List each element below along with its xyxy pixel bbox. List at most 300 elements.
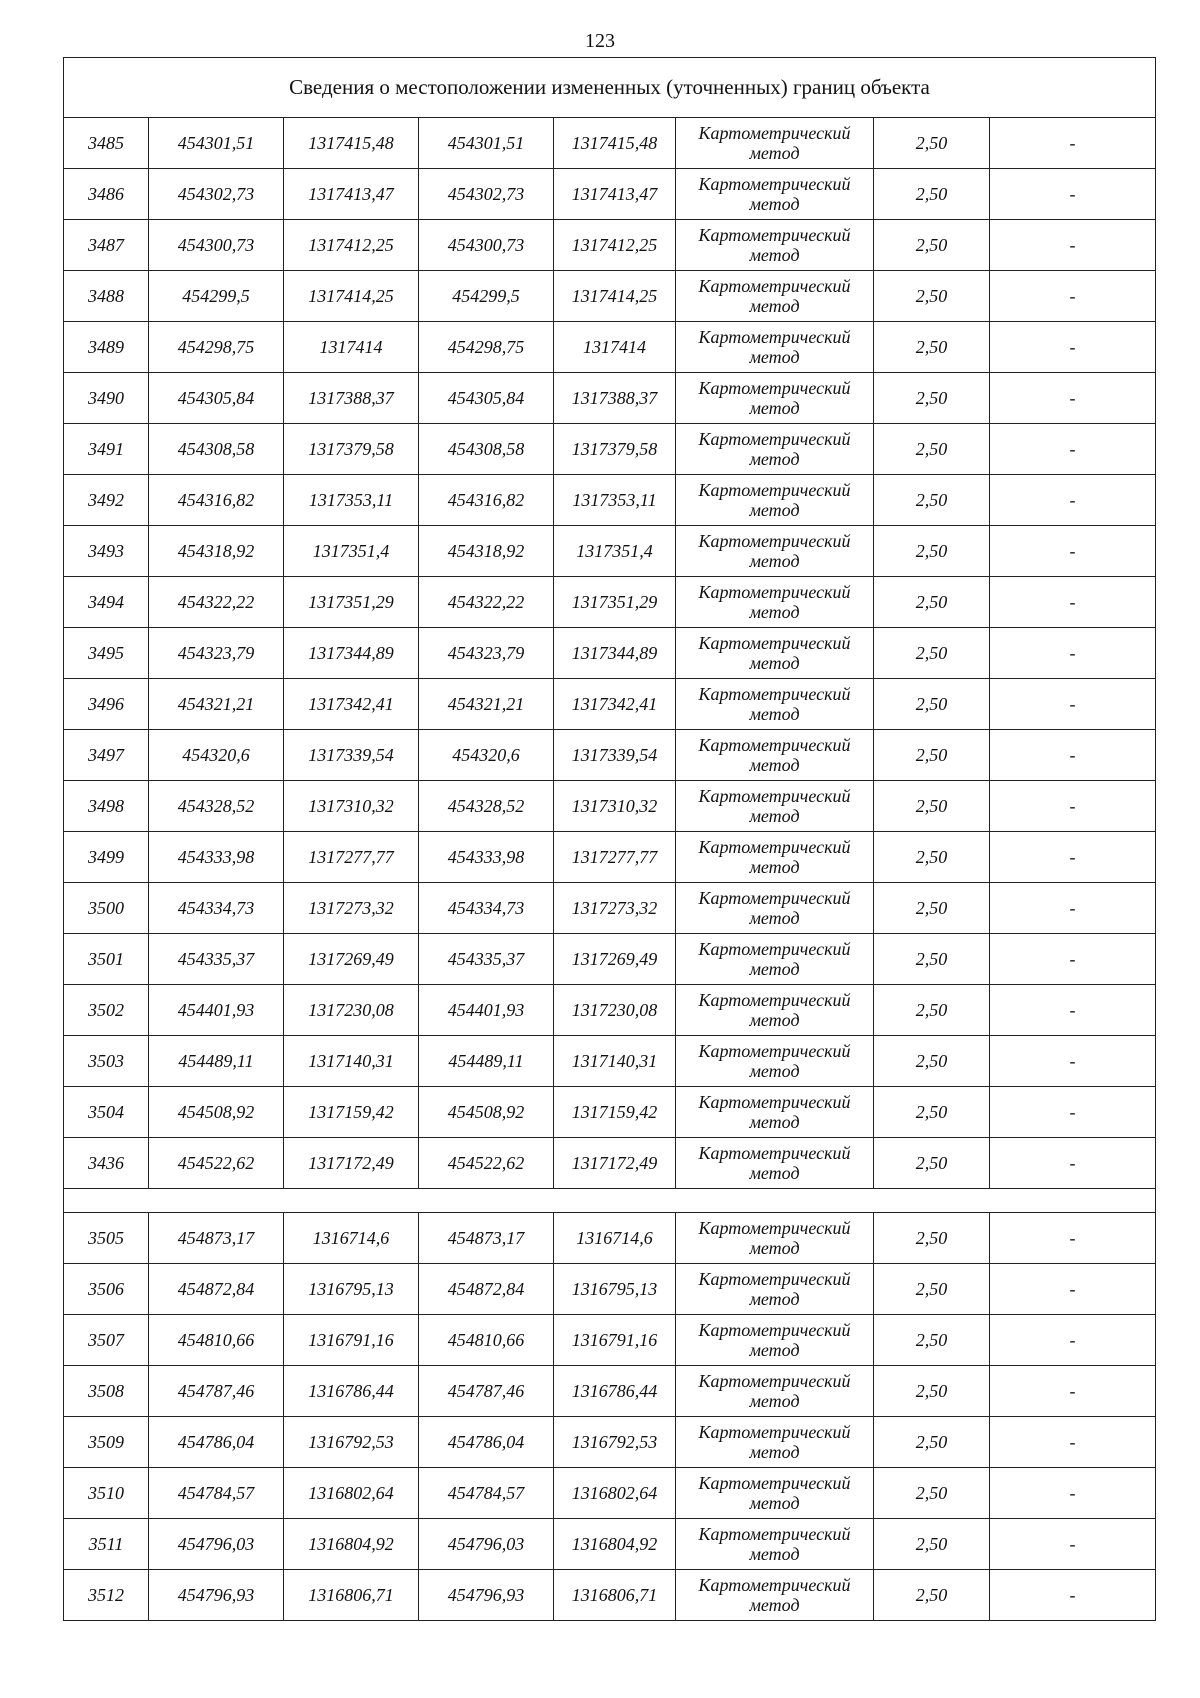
existing-y-cell: 1316791,16 [284,1315,419,1366]
method-line-2: метод [749,1493,800,1513]
table-row [64,1264,1156,1315]
method-line-1: Картометрический [698,786,851,806]
method-line-1: Картометрический [698,225,851,245]
refined-x-cell: 454320,6 [419,730,554,781]
method-cell [676,475,874,526]
existing-y-cell: 1317344,89 [284,628,419,679]
point-number-cell: 3493 [64,526,149,577]
accuracy-cell: 2,50 [874,1138,990,1189]
point-number-cell: 3509 [64,1417,149,1468]
table-row [64,1519,1156,1570]
method-line-2: метод [749,1544,800,1564]
accuracy-cell: 2,50 [874,781,990,832]
note-cell: - [990,1138,1156,1189]
existing-y-cell: 1317230,08 [284,985,419,1036]
existing-y-cell: 1317379,58 [284,424,419,475]
method-line-2: метод [749,551,800,571]
method-line-1: Картометрический [698,735,851,755]
table-row [64,577,1156,628]
page-number: 123 [585,30,615,52]
method-cell [676,832,874,883]
refined-x-cell: 454333,98 [419,832,554,883]
table-row [64,220,1156,271]
method-line-1: Картометрический [698,174,851,194]
point-number-cell: 3490 [64,373,149,424]
method-line-1: Картометрический [698,1269,851,1289]
accuracy-cell: 2,50 [874,730,990,781]
existing-x-cell: 454328,52 [149,781,284,832]
existing-y-cell: 1317412,25 [284,220,419,271]
accuracy-cell: 2,50 [874,985,990,1036]
accuracy-cell: 2,50 [874,628,990,679]
refined-x-cell: 454873,17 [419,1213,554,1264]
method-line-1: Картометрический [698,939,851,959]
method-line-1: Картометрический [698,684,851,704]
table-row [64,1570,1156,1621]
refined-y-cell: 1317414,25 [554,271,676,322]
refined-y-cell: 1316714,6 [554,1213,676,1264]
method-cell [676,1570,874,1621]
table-title-row [64,58,1156,118]
table-row [64,424,1156,475]
note-cell: - [990,220,1156,271]
refined-x-cell: 454796,03 [419,1519,554,1570]
point-number-cell: 3502 [64,985,149,1036]
existing-y-cell: 1317388,37 [284,373,419,424]
refined-y-cell: 1317269,49 [554,934,676,985]
existing-y-cell: 1316802,64 [284,1468,419,1519]
existing-x-cell: 454796,03 [149,1519,284,1570]
point-number-cell: 3511 [64,1519,149,1570]
existing-y-cell: 1317159,42 [284,1087,419,1138]
method-line-1: Картометрический [698,378,851,398]
method-cell [676,985,874,1036]
table-row [64,679,1156,730]
table-row [64,1366,1156,1417]
method-line-2: метод [749,1391,800,1411]
table-row [64,628,1156,679]
note-cell: - [990,628,1156,679]
accuracy-cell: 2,50 [874,1213,990,1264]
existing-x-cell: 454305,84 [149,373,284,424]
refined-y-cell: 1317351,4 [554,526,676,577]
method-cell [676,1264,874,1315]
method-line-2: метод [749,1289,800,1309]
method-line-1: Картометрический [698,1218,851,1238]
method-cell [676,169,874,220]
table-row [64,475,1156,526]
method-line-2: метод [749,1112,800,1132]
existing-y-cell: 1316806,71 [284,1570,419,1621]
note-cell: - [990,169,1156,220]
accuracy-cell: 2,50 [874,220,990,271]
point-number-cell: 3495 [64,628,149,679]
method-cell [676,781,874,832]
accuracy-cell: 2,50 [874,373,990,424]
method-line-2: метод [749,296,800,316]
accuracy-cell: 2,50 [874,1315,990,1366]
table-row [64,832,1156,883]
refined-y-cell: 1317339,54 [554,730,676,781]
method-line-1: Картометрический [698,633,851,653]
existing-y-cell: 1317269,49 [284,934,419,985]
refined-x-cell: 454298,75 [419,322,554,373]
point-number-cell: 3505 [64,1213,149,1264]
method-line-1: Картометрический [698,1575,851,1595]
point-number-cell: 3506 [64,1264,149,1315]
existing-x-cell: 454318,92 [149,526,284,577]
note-cell: - [990,373,1156,424]
method-line-1: Картометрический [698,1473,851,1493]
refined-x-cell: 454300,73 [419,220,554,271]
existing-y-cell: 1317353,11 [284,475,419,526]
method-line-2: метод [749,1595,800,1615]
accuracy-cell: 2,50 [874,883,990,934]
accuracy-cell: 2,50 [874,475,990,526]
refined-x-cell: 454299,5 [419,271,554,322]
point-number-cell: 3485 [64,118,149,169]
method-cell [676,1087,874,1138]
method-cell [676,118,874,169]
existing-y-cell: 1317342,41 [284,679,419,730]
method-line-2: метод [749,1340,800,1360]
method-cell [676,1366,874,1417]
method-line-2: метод [749,755,800,775]
existing-x-cell: 454322,22 [149,577,284,628]
method-line-2: метод [749,347,800,367]
refined-y-cell: 1317230,08 [554,985,676,1036]
method-cell [676,934,874,985]
refined-y-cell: 1317159,42 [554,1087,676,1138]
note-cell: - [990,475,1156,526]
refined-y-cell: 1316786,44 [554,1366,676,1417]
method-line-2: метод [749,143,800,163]
refined-x-cell: 454787,46 [419,1366,554,1417]
method-line-2: метод [749,857,800,877]
accuracy-cell: 2,50 [874,1087,990,1138]
method-cell [676,1468,874,1519]
accuracy-cell: 2,50 [874,118,990,169]
method-line-2: метод [749,704,800,724]
accuracy-cell: 2,50 [874,322,990,373]
existing-x-cell: 454334,73 [149,883,284,934]
method-line-2: метод [749,1442,800,1462]
method-line-1: Картометрический [698,327,851,347]
method-line-2: метод [749,1010,800,1030]
existing-y-cell: 1317273,32 [284,883,419,934]
note-cell: - [990,832,1156,883]
note-cell: - [990,1213,1156,1264]
refined-x-cell: 454489,11 [419,1036,554,1087]
method-line-2: метод [749,245,800,265]
existing-x-cell: 454308,58 [149,424,284,475]
refined-y-cell: 1316802,64 [554,1468,676,1519]
method-line-1: Картометрический [698,1371,851,1391]
point-number-cell: 3504 [64,1087,149,1138]
table-row [64,985,1156,1036]
existing-y-cell: 1317277,77 [284,832,419,883]
method-line-1: Картометрический [698,837,851,857]
method-cell [676,220,874,271]
accuracy-cell: 2,50 [874,526,990,577]
refined-x-cell: 454308,58 [419,424,554,475]
table-row [64,322,1156,373]
refined-y-cell: 1317353,11 [554,475,676,526]
refined-y-cell: 1317273,32 [554,883,676,934]
point-number-cell: 3501 [64,934,149,985]
accuracy-cell: 2,50 [874,1366,990,1417]
accuracy-cell: 2,50 [874,1519,990,1570]
point-number-cell: 3486 [64,169,149,220]
method-line-2: метод [749,806,800,826]
existing-x-cell: 454323,79 [149,628,284,679]
method-line-1: Картометрический [698,888,851,908]
note-cell: - [990,577,1156,628]
refined-x-cell: 454318,92 [419,526,554,577]
refined-y-cell: 1317310,32 [554,781,676,832]
method-line-2: метод [749,602,800,622]
accuracy-cell: 2,50 [874,1264,990,1315]
existing-x-cell: 454301,51 [149,118,284,169]
method-line-2: метод [749,194,800,214]
refined-y-cell: 1317415,48 [554,118,676,169]
table-row [64,1213,1156,1264]
accuracy-cell: 2,50 [874,1570,990,1621]
existing-x-cell: 454787,46 [149,1366,284,1417]
method-cell [676,1138,874,1189]
accuracy-cell: 2,50 [874,934,990,985]
refined-y-cell: 1317342,41 [554,679,676,730]
method-line-1: Картометрический [698,1422,851,1442]
refined-y-cell: 1317379,58 [554,424,676,475]
existing-x-cell: 454873,17 [149,1213,284,1264]
table-row [64,1036,1156,1087]
refined-y-cell: 1316806,71 [554,1570,676,1621]
method-line-1: Картометрический [698,1041,851,1061]
method-line-1: Картометрический [698,1320,851,1340]
refined-x-cell: 454302,73 [419,169,554,220]
table-row [64,934,1156,985]
method-line-1: Картометрический [698,1143,851,1163]
existing-x-cell: 454321,21 [149,679,284,730]
method-cell [676,628,874,679]
refined-y-cell: 1317351,29 [554,577,676,628]
note-cell: - [990,118,1156,169]
refined-y-cell: 1317412,25 [554,220,676,271]
existing-y-cell: 1317172,49 [284,1138,419,1189]
note-cell: - [990,424,1156,475]
method-line-1: Картометрический [698,1092,851,1112]
method-line-2: метод [749,959,800,979]
existing-x-cell: 454298,75 [149,322,284,373]
method-line-1: Картометрический [698,582,851,602]
refined-x-cell: 454796,93 [419,1570,554,1621]
separator-cell [64,1189,1156,1213]
table-row [64,1417,1156,1468]
note-cell: - [990,1315,1156,1366]
accuracy-cell: 2,50 [874,271,990,322]
method-line-2: метод [749,1061,800,1081]
point-number-cell: 3487 [64,220,149,271]
point-number-cell: 3499 [64,832,149,883]
existing-y-cell: 1317140,31 [284,1036,419,1087]
method-line-2: метод [749,449,800,469]
method-line-2: метод [749,398,800,418]
refined-x-cell: 454786,04 [419,1417,554,1468]
accuracy-cell: 2,50 [874,577,990,628]
method-cell [676,730,874,781]
method-line-1: Картометрический [698,429,851,449]
note-cell: - [990,730,1156,781]
existing-x-cell: 454810,66 [149,1315,284,1366]
method-cell [676,577,874,628]
table-row [64,118,1156,169]
method-cell [676,883,874,934]
refined-y-cell: 1317413,47 [554,169,676,220]
point-number-cell: 3510 [64,1468,149,1519]
method-line-2: метод [749,653,800,673]
note-cell: - [990,1570,1156,1621]
refined-x-cell: 454305,84 [419,373,554,424]
note-cell: - [990,1036,1156,1087]
table-row [64,781,1156,832]
note-cell: - [990,1366,1156,1417]
table-row [64,526,1156,577]
existing-x-cell: 454320,6 [149,730,284,781]
existing-x-cell: 454508,92 [149,1087,284,1138]
table-row [64,169,1156,220]
existing-y-cell: 1316714,6 [284,1213,419,1264]
existing-x-cell: 454302,73 [149,169,284,220]
existing-x-cell: 454300,73 [149,220,284,271]
point-number-cell: 3496 [64,679,149,730]
method-line-1: Картометрический [698,531,851,551]
point-number-cell: 3491 [64,424,149,475]
method-cell [676,1315,874,1366]
note-cell: - [990,1264,1156,1315]
accuracy-cell: 2,50 [874,1468,990,1519]
note-cell: - [990,934,1156,985]
accuracy-cell: 2,50 [874,424,990,475]
note-cell: - [990,1468,1156,1519]
method-cell [676,1213,874,1264]
accuracy-cell: 2,50 [874,169,990,220]
point-number-cell: 3489 [64,322,149,373]
refined-x-cell: 454872,84 [419,1264,554,1315]
table-row [64,730,1156,781]
method-line-1: Картометрический [698,1524,851,1544]
table-row [64,1138,1156,1189]
point-number-cell: 3507 [64,1315,149,1366]
method-line-1: Картометрический [698,123,851,143]
refined-x-cell: 454522,62 [419,1138,554,1189]
existing-y-cell: 1317414,25 [284,271,419,322]
method-cell [676,1519,874,1570]
existing-y-cell: 1317413,47 [284,169,419,220]
refined-x-cell: 454328,52 [419,781,554,832]
note-cell: - [990,883,1156,934]
refined-y-cell: 1316791,16 [554,1315,676,1366]
point-number-cell: 3488 [64,271,149,322]
method-line-1: Картометрический [698,276,851,296]
refined-x-cell: 454508,92 [419,1087,554,1138]
existing-x-cell: 454299,5 [149,271,284,322]
note-cell: - [990,526,1156,577]
coordinates-table [63,57,1156,1621]
note-cell: - [990,322,1156,373]
existing-y-cell: 1316786,44 [284,1366,419,1417]
existing-x-cell: 454489,11 [149,1036,284,1087]
method-line-2: метод [749,500,800,520]
point-number-cell: 3500 [64,883,149,934]
existing-y-cell: 1317339,54 [284,730,419,781]
existing-x-cell: 454335,37 [149,934,284,985]
accuracy-cell: 2,50 [874,832,990,883]
existing-y-cell: 1317415,48 [284,118,419,169]
point-number-cell: 3503 [64,1036,149,1087]
refined-y-cell: 1317172,49 [554,1138,676,1189]
table-row [64,1468,1156,1519]
existing-y-cell: 1316792,53 [284,1417,419,1468]
separator-row [64,1189,1156,1213]
existing-x-cell: 454786,04 [149,1417,284,1468]
note-cell: - [990,781,1156,832]
point-number-cell: 3436 [64,1138,149,1189]
refined-x-cell: 454316,82 [419,475,554,526]
method-cell [676,1417,874,1468]
accuracy-cell: 2,50 [874,1417,990,1468]
point-number-cell: 3494 [64,577,149,628]
method-line-2: метод [749,908,800,928]
refined-x-cell: 454322,22 [419,577,554,628]
refined-x-cell: 454335,37 [419,934,554,985]
refined-x-cell: 454784,57 [419,1468,554,1519]
existing-y-cell: 1317310,32 [284,781,419,832]
existing-y-cell: 1317351,4 [284,526,419,577]
existing-y-cell: 1316795,13 [284,1264,419,1315]
existing-x-cell: 454784,57 [149,1468,284,1519]
accuracy-cell: 2,50 [874,1036,990,1087]
method-line-1: Картометрический [698,990,851,1010]
table-title: Сведения о местоположении измененных (уточненных) границ объекта [64,58,1156,118]
refined-x-cell: 454401,93 [419,985,554,1036]
refined-x-cell: 454334,73 [419,883,554,934]
existing-x-cell: 454522,62 [149,1138,284,1189]
table-row [64,271,1156,322]
method-cell [676,526,874,577]
refined-x-cell: 454323,79 [419,628,554,679]
method-cell [676,373,874,424]
refined-y-cell: 1316795,13 [554,1264,676,1315]
refined-y-cell: 1316792,53 [554,1417,676,1468]
existing-x-cell: 454316,82 [149,475,284,526]
note-cell: - [990,679,1156,730]
note-cell: - [990,985,1156,1036]
note-cell: - [990,1087,1156,1138]
existing-x-cell: 454401,93 [149,985,284,1036]
refined-y-cell: 1317388,37 [554,373,676,424]
note-cell: - [990,1519,1156,1570]
point-number-cell: 3497 [64,730,149,781]
existing-x-cell: 454796,93 [149,1570,284,1621]
method-cell [676,271,874,322]
method-cell [676,424,874,475]
method-cell [676,322,874,373]
table-row [64,1087,1156,1138]
refined-y-cell: 1317277,77 [554,832,676,883]
method-cell [676,1036,874,1087]
point-number-cell: 3512 [64,1570,149,1621]
